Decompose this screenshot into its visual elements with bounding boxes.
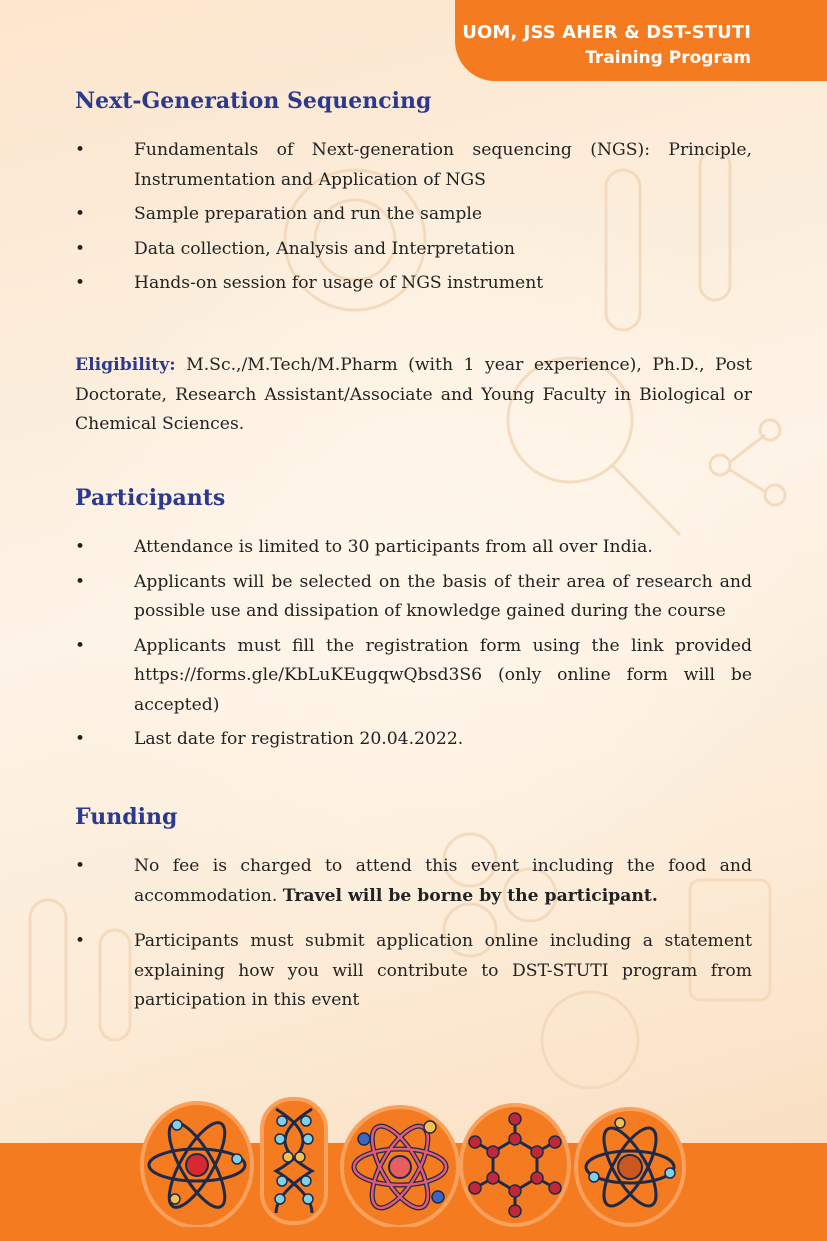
header-program: Training Program — [585, 48, 751, 68]
list-item-text: Applicants will be selected on the basis of their area of research and possible use and dissipation of knowledge gained during the course — [134, 571, 752, 621]
list-item — [75, 235, 752, 265]
list-item-text: Participants must submit application online including a statement explaining how you will contribute to DST-STUTI program from participation in this event — [134, 931, 752, 1010]
header-tab — [455, 0, 827, 81]
travel-note: Travel will be borne by the participant. — [282, 885, 658, 906]
list-item-text: Sample preparation and run the sample — [134, 204, 483, 224]
ngs-topic-list — [75, 136, 752, 299]
bullet: • — [75, 238, 86, 259]
footer-icon-row — [130, 1095, 700, 1227]
section-title-participants: Participants — [75, 485, 226, 511]
list-item-text: Last date for registration 20.04.2022. — [134, 729, 464, 749]
list-item-text: Attendance is limited to 30 participants from all over India. — [134, 537, 653, 557]
bullet: • — [75, 537, 86, 557]
bullet: • — [75, 856, 86, 876]
list-item-text: Data collection, Analysis and Interpretation — [134, 238, 515, 259]
atom-icon — [142, 1103, 252, 1227]
section-title-funding: Funding — [75, 804, 178, 830]
list-item — [75, 136, 752, 195]
eligibility-paragraph — [75, 351, 752, 440]
eligibility-text: M.Sc.,/M.Tech/M.Pharm (with 1 year experience), Ph.D., Post Doctorate, Research Assistant/Associate and Young Faculty in Biological or Chemical Sciences. — [75, 355, 753, 434]
list-item-text: Hands-on session for usage of NGS instrument — [134, 273, 544, 293]
list-item-text: Applicants must fill the registration form using the link provided https://forms.gle/KbLuKEugqwQbsd3S6 (only online form will be accepted) — [134, 635, 752, 715]
list-item-text: No fee is charged to attend this event including the food and accommodation. — [134, 856, 752, 906]
list-item — [75, 533, 752, 563]
bullet: • — [75, 635, 86, 656]
participants-list — [75, 533, 752, 755]
list-item — [75, 725, 752, 755]
list-item — [75, 852, 752, 911]
list-item-text: Fundamentals of Next-generation sequencing (NGS): Principle, Instrumentation and Application of NGS — [134, 140, 752, 190]
header-organizations: UOM, JSS AHER & DST-STUTI — [462, 22, 751, 43]
dna-helix-icon — [262, 1099, 326, 1223]
bullet: • — [75, 931, 86, 951]
funding-list — [75, 852, 752, 1016]
eligibility-label: Eligibility: — [75, 355, 176, 375]
list-item — [75, 568, 752, 627]
list-item — [75, 927, 752, 1016]
bullet: • — [75, 204, 86, 224]
list-item — [75, 200, 752, 230]
list-item — [75, 269, 752, 299]
bullet: • — [75, 140, 86, 160]
bullet: • — [75, 571, 86, 592]
bullet: • — [75, 273, 86, 293]
section-title-ngs: Next-Generation Sequencing — [75, 88, 432, 114]
bullet: • — [75, 729, 86, 749]
atom-icon — [576, 1109, 684, 1225]
atom-icon — [342, 1107, 458, 1227]
list-item — [75, 632, 752, 721]
molecule-hexagon-icon — [461, 1105, 569, 1225]
